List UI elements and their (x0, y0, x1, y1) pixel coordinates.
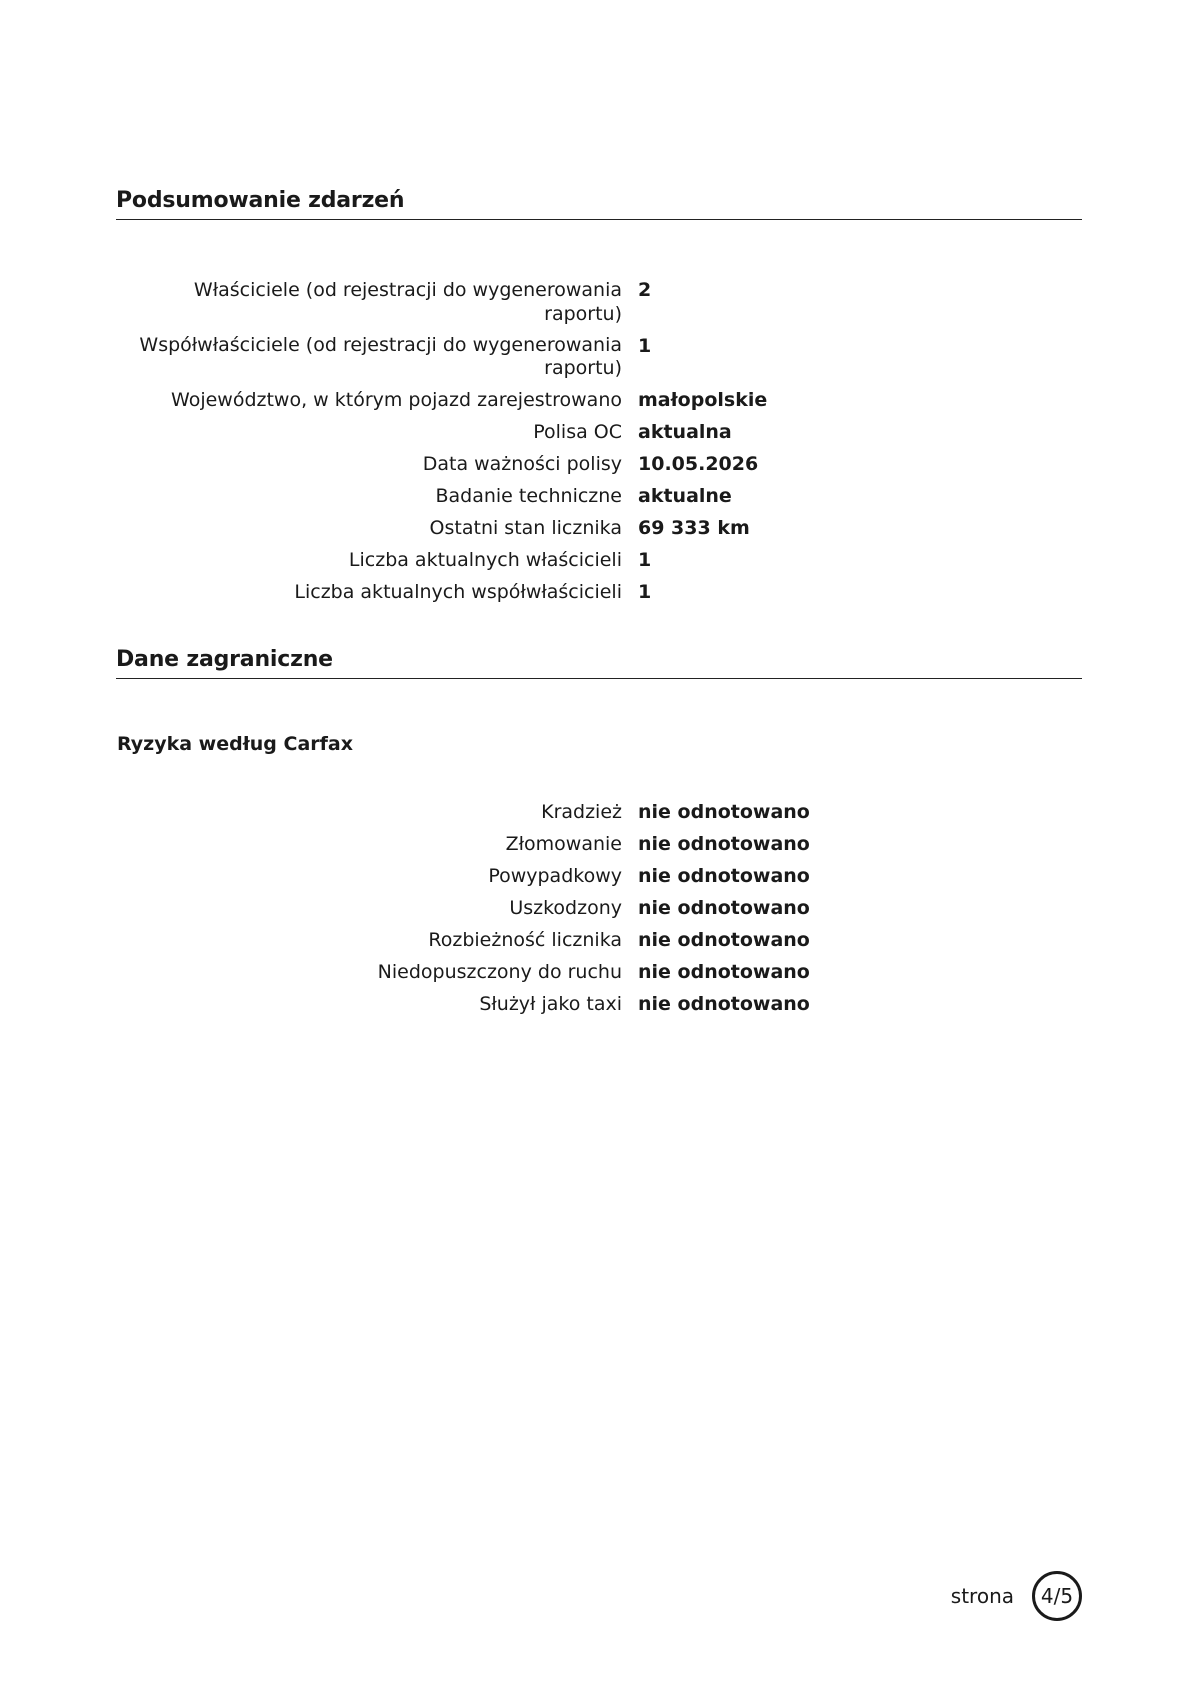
row-value: 10.05.2026 (638, 453, 759, 475)
row-label: Rozbieżność licznika (428, 929, 622, 951)
row-value: aktualna (638, 421, 732, 443)
row-label (116, 334, 638, 388)
table-row (116, 420, 1082, 452)
table-row (116, 334, 1082, 388)
row-value: 69 333 km (638, 517, 750, 539)
row-label-line2: raportu) (544, 357, 622, 379)
table-row (116, 864, 1082, 896)
row-value: małopolskie (638, 389, 768, 411)
row-label-line1: Współwłaściciele (od rejestracji do wygenerowania (139, 334, 622, 356)
page-word: strona (950, 1584, 1014, 1608)
row-value: nie odnotowano (638, 961, 810, 983)
table-row (116, 832, 1082, 864)
row-label: Badanie techniczne (435, 485, 622, 507)
subheading-carfax: Ryzyka według Carfax (117, 733, 353, 755)
table-row (116, 896, 1082, 928)
section-title-summary: Podsumowanie zdarzeń (116, 188, 1082, 220)
table-row (116, 278, 1082, 334)
row-value: nie odnotowano (638, 993, 810, 1015)
table-row (116, 960, 1082, 992)
row-label: Złomowanie (505, 833, 622, 855)
table-row (116, 548, 1082, 580)
row-value: 1 (638, 581, 652, 603)
table-row (116, 452, 1082, 484)
row-label: Data ważności polisy (422, 453, 622, 475)
row-value: 2 (638, 279, 652, 301)
row-label: Właściciele (od rejestracji do wygenerowania raportu) (193, 279, 622, 325)
section-title-foreign: Dane zagraniczne (116, 647, 1082, 679)
table-row (116, 484, 1082, 516)
table-row (116, 516, 1082, 548)
table-row (116, 580, 1082, 612)
row-label: Służył jako taxi (479, 993, 622, 1015)
row-label: Powypadkowy (488, 865, 622, 887)
summary-table (116, 278, 1082, 612)
page-number-badge: 4/5 (1032, 1571, 1082, 1621)
row-label: Liczba aktualnych współwłaścicieli (294, 581, 622, 603)
row-value: aktualne (638, 485, 732, 507)
table-row (116, 800, 1082, 832)
row-value: nie odnotowano (638, 897, 810, 919)
table-row (116, 992, 1082, 1024)
table-row (116, 928, 1082, 960)
page-footer (951, 1571, 1082, 1621)
row-value: nie odnotowano (638, 929, 810, 951)
row-value: 1 (638, 335, 652, 357)
row-label: Kradzież (541, 801, 622, 823)
carfax-table (116, 800, 1082, 1024)
row-label: Polisa OC (533, 421, 622, 443)
row-label: Uszkodzony (509, 897, 622, 919)
row-label: Województwo, w którym pojazd zarejestrowano (171, 389, 622, 411)
row-label: Liczba aktualnych właścicieli (348, 549, 622, 571)
table-row (116, 388, 1082, 420)
row-value: nie odnotowano (638, 801, 810, 823)
row-value: nie odnotowano (638, 865, 810, 887)
row-value: nie odnotowano (638, 833, 810, 855)
row-value: 1 (638, 549, 652, 571)
row-label: Niedopuszczony do ruchu (377, 961, 622, 983)
row-label: Ostatni stan licznika (429, 517, 622, 539)
